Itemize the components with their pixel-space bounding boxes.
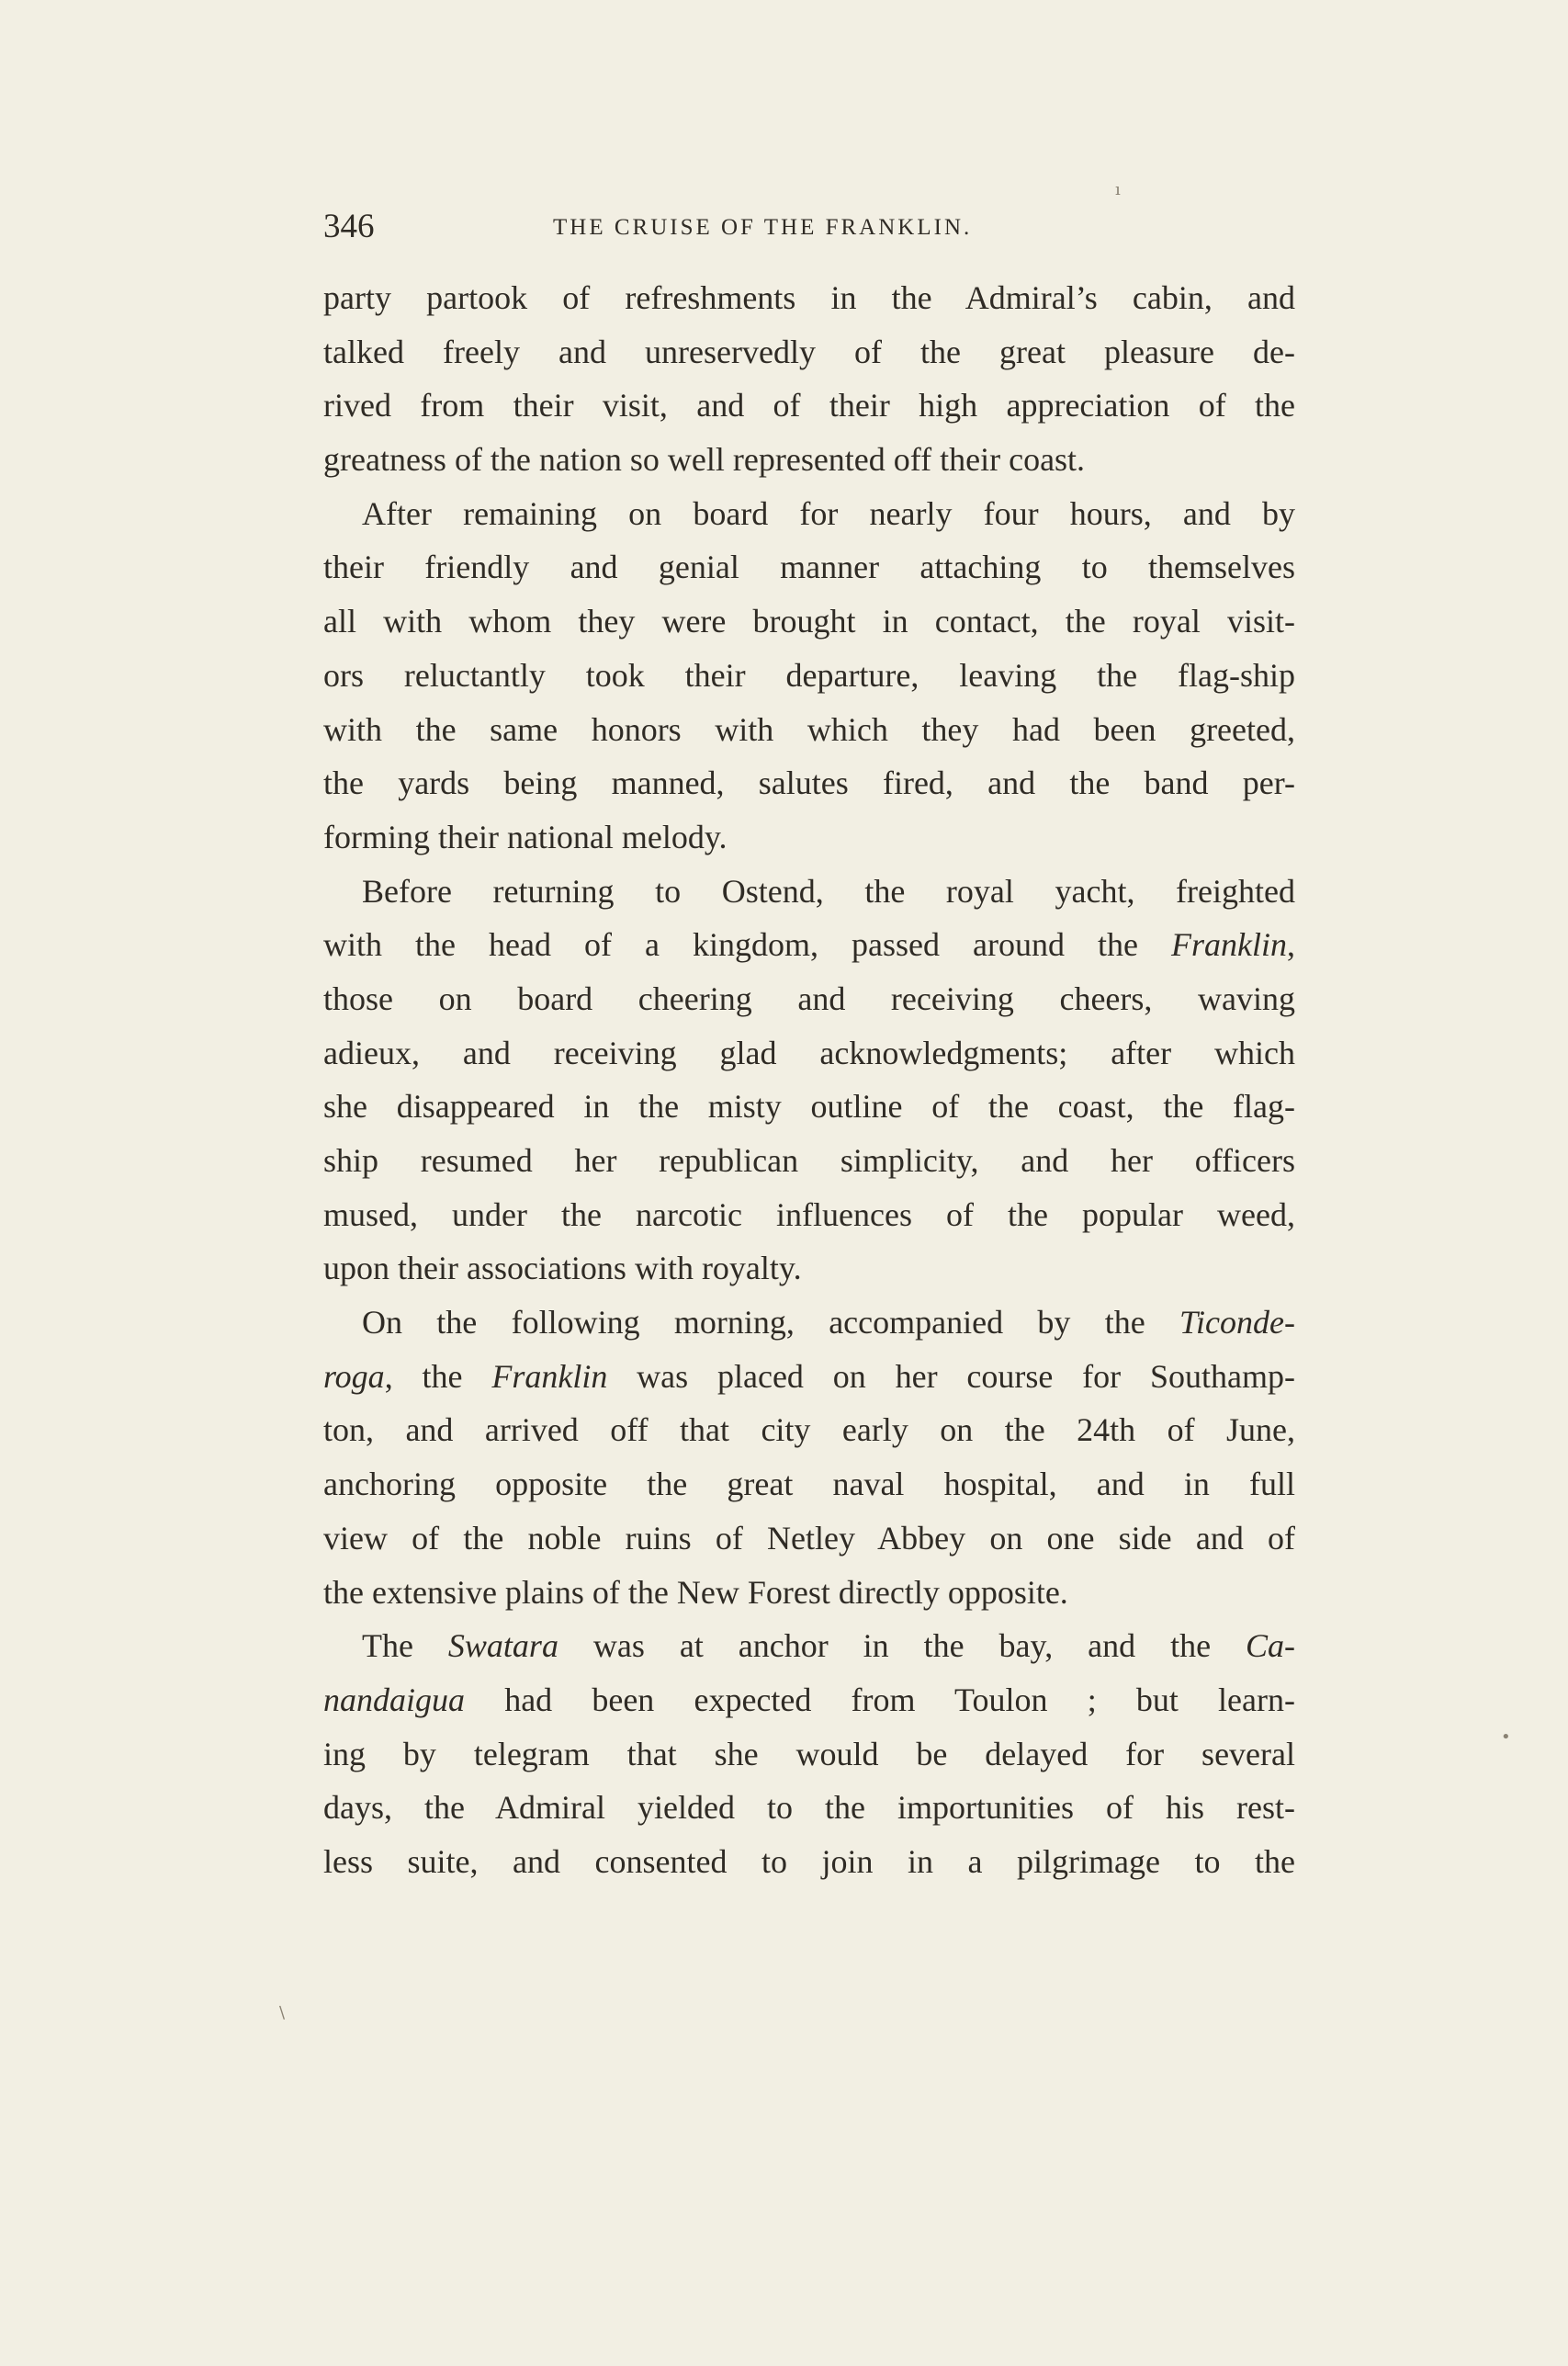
paper-speck: ı [1115,180,1121,199]
italic-text: Swatara [447,1627,558,1665]
page-number: 346 [323,208,375,245]
text-run: the extensive plains of the New Forest directly opposite. [323,1573,1068,1611]
text-line [323,325,1295,379]
text-line [323,1134,1295,1188]
text-run: ors reluctantly took their departure, leaving the flag-ship [323,656,1295,694]
text-line [323,1241,1295,1296]
italic-text: Franklin [491,1357,608,1395]
paper-speck: • [1501,1727,1511,1747]
text-run: was placed on her course for Southamp- [607,1357,1295,1395]
text-line [323,1727,1295,1782]
text-line [323,1080,1295,1134]
text-line [323,1673,1295,1727]
text-run: forming their national melody. [323,818,728,855]
text-line [323,1296,1295,1350]
text-line [323,271,1295,325]
text-line [323,1566,1295,1620]
text-line [323,649,1295,703]
text-run: ship resumed her republican simplicity, and her officers [323,1142,1295,1179]
text-line [323,379,1295,433]
text-run: with the same honors with which they had been greeted, [323,710,1295,748]
text-run: talked freely and unreservedly of the great pleasure de- [323,333,1295,370]
text-run: party partook of refreshments in the Admiral’s cabin, and [323,279,1295,316]
text-run: ing by telegram that she would be delayed for several [323,1735,1295,1772]
text-run: The [362,1627,448,1665]
italic-text: Franklin [1171,926,1287,964]
text-run: she disappeared in the misty outline of the coast, the flag- [323,1088,1295,1126]
text-line [323,865,1295,919]
text-line [323,487,1295,541]
page-header [323,204,1295,250]
text-run: their friendly and genial manner attaching to themselves [323,549,1295,586]
text-run: the yards being manned, salutes fired, and the band per- [323,764,1295,802]
text-run: view of the noble ruins of Netley Abbey on one side and of [323,1519,1295,1557]
text-run: , the [384,1357,492,1395]
text-line [323,918,1295,972]
italic-text: nandaigua [323,1681,466,1718]
text-line [323,703,1295,757]
text-run: anchoring opposite the great naval hospital, and in full [323,1466,1295,1503]
text-run: with the head of a kingdom, passed around the [323,926,1172,964]
text-line [323,540,1295,594]
text-line [323,1350,1295,1404]
text-run: mused, under the narcotic influences of the popular weed, [323,1195,1295,1233]
text-line [323,1457,1295,1511]
text-run: less suite, and consented to join in a pilgrimage to the [323,1842,1295,1880]
text-run: had been expected from Toulon ; but learn- [465,1681,1295,1718]
text-run: On the following morning, accompanied by the [362,1304,1180,1341]
paper-speck: \ [279,2003,286,2022]
body-text [323,271,1295,1889]
text-line [323,1781,1295,1835]
italic-text: roga [323,1357,385,1395]
text-run: , [1287,926,1295,964]
text-run: all with whom they were brought in contact, the royal visit- [323,603,1295,640]
text-run: ton, and arrived off that city early on the 24th of June, [323,1411,1295,1449]
text-run: rived from their visit, and of their high appreciation of the [323,387,1295,425]
text-line [323,594,1295,649]
text-line [323,1026,1295,1081]
text-line [323,1188,1295,1242]
text-run: those on board cheering and receiving cheers, waving [323,979,1295,1017]
text-line [323,1619,1295,1673]
text-line [323,1835,1295,1889]
italic-text: Ca- [1246,1627,1295,1665]
text-run: days, the Admiral yielded to the importunities of his rest- [323,1789,1295,1827]
text-run: was at anchor in the bay, and the [558,1627,1246,1665]
text-run: greatness of the nation so well represented off their coast. [323,441,1086,479]
italic-text: Ticonde- [1179,1304,1295,1341]
text-line [323,810,1295,865]
running-title: THE CRUISE OF THE FRANKLIN. [553,215,973,240]
text-line [323,1403,1295,1457]
text-line [323,1511,1295,1566]
text-run: After remaining on board for nearly four hours, and by [362,494,1295,532]
text-line [323,972,1295,1026]
text-line [323,756,1295,810]
text-run: upon their associations with royalty. [323,1250,802,1287]
text-run: Before returning to Ostend, the royal yacht, freighted [362,872,1295,910]
text-line [323,433,1295,487]
text-run: adieux, and receiving glad acknowledgments; after which [323,1034,1295,1071]
